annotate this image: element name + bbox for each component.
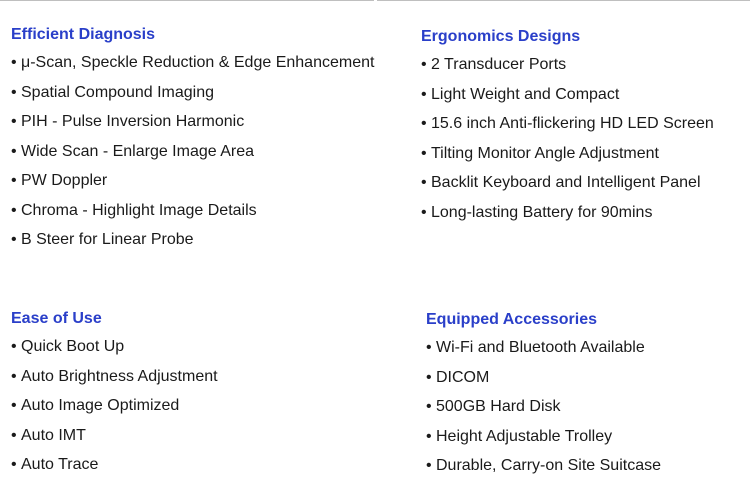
section-ergonomics-designs <box>421 27 714 232</box>
bullet-icon: • <box>426 457 432 474</box>
bullet-icon: • <box>11 113 17 130</box>
bullet-icon: • <box>11 367 17 385</box>
list-item <box>11 142 374 172</box>
bullet-icon: • <box>421 56 427 73</box>
list-item-label: Wide Scan - Enlarge Image Area <box>21 142 255 160</box>
bullet-icon: • <box>11 456 17 473</box>
bullet-icon: • <box>11 338 17 355</box>
list-item-label: Auto Image Optimized <box>21 397 180 414</box>
list-item <box>421 144 714 174</box>
section-title: Ergonomics Designs <box>421 28 581 45</box>
section-title: Efficient Diagnosis <box>11 26 156 43</box>
bullet-icon: • <box>421 203 427 221</box>
bullet-icon: • <box>11 54 17 71</box>
bullet-icon: • <box>421 144 427 162</box>
list-item-label: Light Weight and Compact <box>431 85 620 103</box>
list-item-label: Auto Trace <box>21 456 99 473</box>
list-item <box>421 203 714 233</box>
list-item-label: Quick Boot Up <box>21 338 125 355</box>
list-item-label: 15.6 inch Anti-flickering HD LED Screen <box>431 115 714 132</box>
list-item-label: Height Adjustable Trolley <box>436 427 613 445</box>
list-item <box>11 53 374 83</box>
bullet-icon: • <box>426 398 432 415</box>
list-item <box>426 456 661 486</box>
list-item <box>426 338 661 368</box>
list-item-label: Auto Brightness Adjustment <box>21 367 218 385</box>
list-item-label: Chroma - Highlight Image Details <box>21 201 257 219</box>
list-item <box>421 114 714 144</box>
list-item-label: μ-Scan, Speckle Reduction & Edge Enhancement <box>21 54 375 71</box>
feature-list <box>421 55 714 232</box>
list-item <box>11 201 374 231</box>
bullet-icon: • <box>11 201 17 219</box>
section-efficient-diagnosis <box>11 25 374 260</box>
list-item-label: Long-lasting Battery for 90mins <box>431 203 653 221</box>
list-item-label: 500GB Hard Disk <box>436 398 561 415</box>
list-item-label: DICOM <box>436 368 490 386</box>
bullet-icon: • <box>11 397 17 414</box>
list-item <box>426 397 661 427</box>
list-item <box>421 85 714 115</box>
list-item <box>11 112 374 142</box>
list-item <box>11 83 374 113</box>
list-item-label: B Steer for Linear Probe <box>21 231 194 248</box>
list-item-label: Auto IMT <box>21 426 86 444</box>
list-item-label: 2 Transducer Ports <box>431 56 567 73</box>
bullet-icon: • <box>426 427 432 445</box>
list-item <box>11 396 218 426</box>
list-item <box>11 426 218 456</box>
list-item <box>11 367 218 397</box>
bullet-icon: • <box>11 83 17 101</box>
section-ease-of-use <box>11 309 218 485</box>
list-item <box>421 173 714 203</box>
list-item <box>11 337 218 367</box>
bullet-icon: • <box>421 115 427 132</box>
list-item <box>421 55 714 85</box>
top-divider-gap <box>374 0 377 2</box>
bullet-icon: • <box>421 85 427 103</box>
list-item <box>11 230 374 260</box>
list-item <box>11 171 374 201</box>
feature-list <box>11 337 218 485</box>
list-item-label: PIH - Pulse Inversion Harmonic <box>21 113 245 130</box>
section-title: Equipped Accessories <box>426 311 598 328</box>
section-equipped-accessories <box>426 310 661 486</box>
bullet-icon: • <box>11 426 17 444</box>
list-item-label: Wi-Fi and Bluetooth Available <box>436 339 645 356</box>
feature-list <box>426 338 661 486</box>
bullet-icon: • <box>426 368 432 386</box>
bullet-icon: • <box>11 172 17 189</box>
bullet-icon: • <box>11 142 17 160</box>
list-item-label: Spatial Compound Imaging <box>21 83 215 101</box>
bullet-icon: • <box>421 174 427 191</box>
list-item <box>426 427 661 457</box>
list-item-label: Durable, Carry-on Site Suitcase <box>436 457 661 474</box>
list-item <box>426 368 661 398</box>
list-item-label: Tilting Monitor Angle Adjustment <box>431 144 659 162</box>
bullet-icon: • <box>426 339 432 356</box>
list-item <box>11 455 218 485</box>
bullet-icon: • <box>11 231 17 248</box>
section-title: Ease of Use <box>11 310 102 327</box>
feature-list <box>11 53 374 260</box>
list-item-label: Backlit Keyboard and Intelligent Panel <box>431 174 701 191</box>
list-item-label: PW Doppler <box>21 172 108 189</box>
